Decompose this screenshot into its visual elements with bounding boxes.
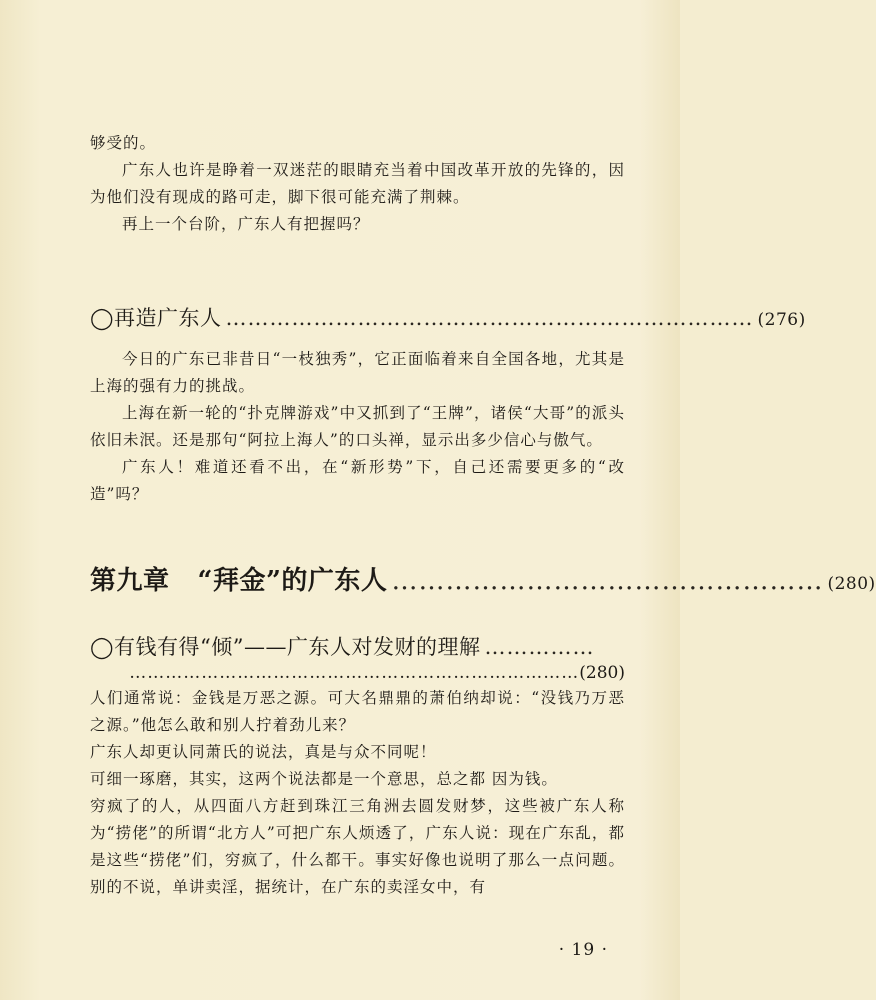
page-content xyxy=(90,130,876,901)
intro-paragraphs xyxy=(90,130,625,238)
toc-dot-leader: ………………………………………… xyxy=(391,566,824,596)
toc-section-entry xyxy=(90,631,625,661)
toc-dot-leader: …………… xyxy=(484,635,595,659)
section-summary xyxy=(90,346,625,508)
paragraph: 可细一琢磨，其实，这两个说法都是一个意思，总之都 因为钱。 xyxy=(90,770,558,788)
toc-dot-leader: ………………………………………………………………… xyxy=(129,663,580,683)
page-number: · 19 · xyxy=(558,940,608,960)
toc-page-line xyxy=(90,663,625,683)
toc-dot-leader: ……………………………………………………………… xyxy=(225,306,754,330)
paragraph: 上海在新一轮的“扑克牌游戏”中又抓到了“王牌”，诸侯“大哥”的派头依旧未泯。还是那句“阿拉上海人”的口头禅，显示出多少信心与傲气。 xyxy=(90,404,625,449)
toc-section-title: ◯有钱有得“倾”——广东人对发财的理解 xyxy=(90,635,481,659)
toc-section-title: ◯再造广东人 xyxy=(90,306,222,330)
paragraph: 广东人！难道还看不出，在“新形势”下，自己还需要更多的“改造”吗？ xyxy=(90,458,625,503)
paragraph: 广东人也许是睁着一双迷茫的眼睛充当着中国改革开放的先锋的，因为他们没有现成的路可走，脚下很可能充满了荆棘。 xyxy=(90,161,625,206)
paragraph: 穷疯了的人，从四面八方赶到珠江三角洲去圆发财梦，这些被广东人称为“捞佬”的所谓“北方人”可把广东人烦透了，广东人说：现在广东乱，都是这些“捞佬”们，穷疯了，什么都干。事实好像也说明了那么一点问题。别的不说，单讲卖淫，据统计，在广东的卖淫女中，有 xyxy=(90,797,625,896)
toc-section-entry xyxy=(90,302,806,332)
toc-page-number: (276) xyxy=(757,310,806,330)
section-summary xyxy=(90,685,625,901)
toc-page-number: (280) xyxy=(827,574,876,594)
toc-page-number: (280) xyxy=(579,663,625,683)
paragraph: 人们通常说：金钱是万恶之源。可大名鼎鼎的萧伯纳却说：“没钱乃万恶之源。”他怎么敢和别人拧着劲儿来？ xyxy=(90,689,625,734)
chapter-title: “拜金”的广东人 xyxy=(197,566,388,596)
paragraph: 够受的。 xyxy=(90,134,157,152)
paragraph: 今日的广东已非昔日“一枝独秀”，它正面临着来自全国各地，尤其是上海的强有力的挑战。 xyxy=(90,350,625,395)
paragraph: 广东人却更认同萧氏的说法，真是与众不同呢！ xyxy=(90,743,437,761)
paragraph: 再上一个台阶，广东人有把握吗？ xyxy=(122,215,370,233)
toc-chapter-entry xyxy=(90,560,876,597)
chapter-number: 第九章 xyxy=(90,566,170,596)
